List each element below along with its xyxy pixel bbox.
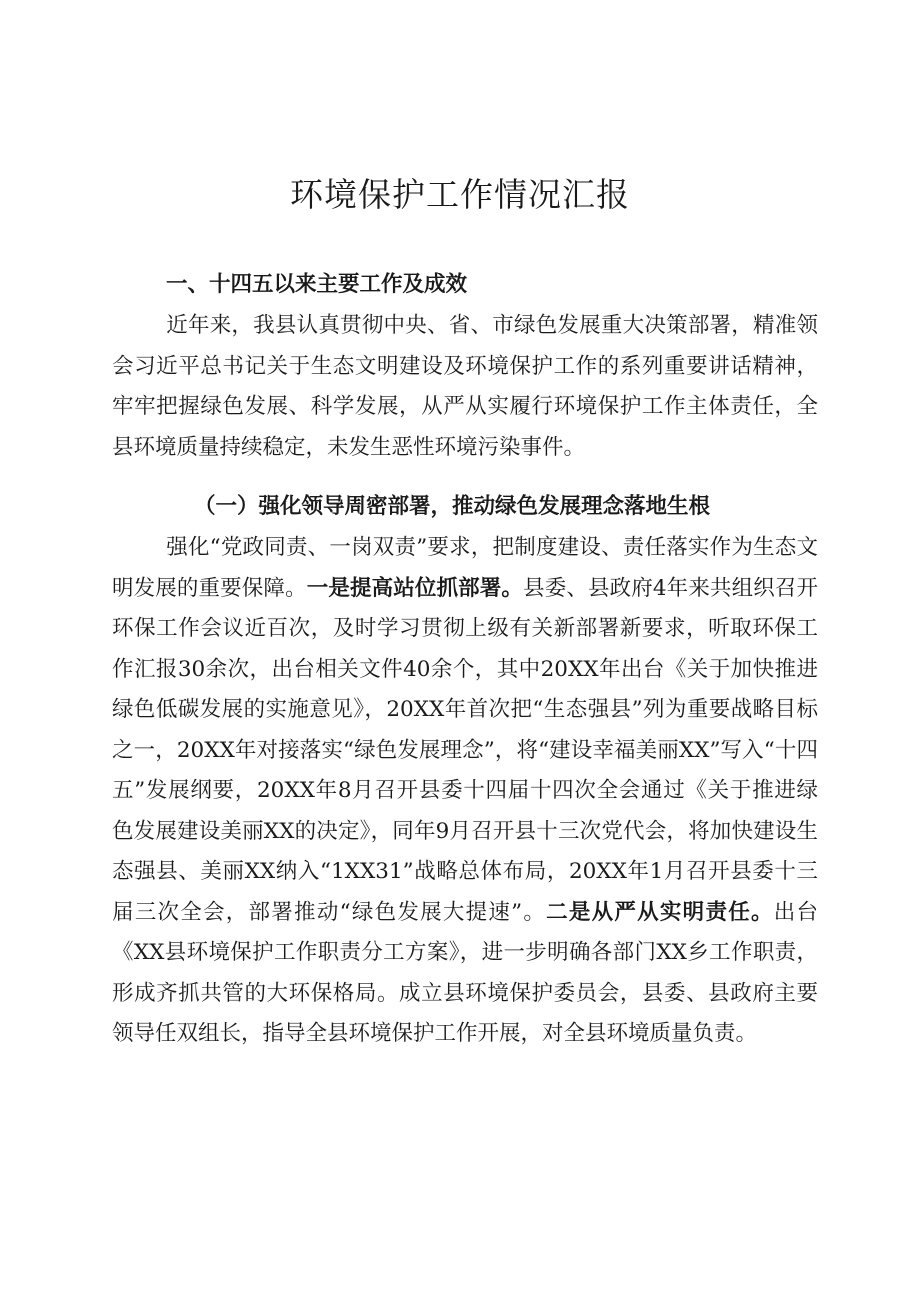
- subsection-paragraph: [112, 528, 818, 1055]
- point-one-text: 县委、县政府4年来共组织召开环保工作会议近百次，及时学习贯彻上级有关新部署新要求，听取环保工作汇报30余次，出台相关文件40余个，其中20XX年出台《关于加快推进绿色低碳发展的实施意见》，20XX年首次把“生态强县”列为重要战略目标之一，20XX年对接落实“绿色发展理念”，将“建设幸福美丽XX”写入“十四五”发展纲要，20XX年8月召开县委十四届十四次全会通过《关于推进绿色发展建设美丽XX的决定》，同年9月召开县十三次党代会，将加快建设生态强县、美丽XX纳入“1XX31”战略总体布局，20XX年1月召开县委十三届三次全会，部署推动“绿色发展大提速”。: [112, 575, 818, 925]
- point-two-text: 出台《XX县环境保护工作职责分工方案》，进一步明确各部门XX乡工作职责，形成齐抓共管的大环保格局。成立县环境保护委员会，县委、县政府主要领导任双组长，指导全县环境保护工作开展，对全县环境质量负责。: [112, 899, 818, 1046]
- paragraph-lead-text: 强化“党政同责、一岗双责”要求，把制度建设、责任落实作为生态文明发展的重要保障。: [112, 535, 818, 601]
- point-one-label: 一是提高站位抓部署。: [306, 575, 524, 601]
- intro-text: 近年来，我县认真贯彻中央、省、市绿色发展重大决策部署，精准领会习近平总书记关于生态文明建设及环境保护工作的系列重要讲话精神，牢牢把握绿色发展、科学发展，从严从实履行环境保护工作主体责任，全县环境质量持续稳定，未发生恶性环境污染事件。: [112, 313, 818, 460]
- section-heading: 一、十四五以来主要工作及成效: [166, 272, 468, 297]
- subsection-heading: （一）强化领导周密部署，推动绿色发展理念落地生根: [194, 494, 711, 519]
- document-title: 环境保护工作情况汇报: [290, 175, 630, 214]
- point-two-label: 二是从严从实明责任。: [546, 899, 774, 925]
- intro-paragraph: [112, 306, 818, 468]
